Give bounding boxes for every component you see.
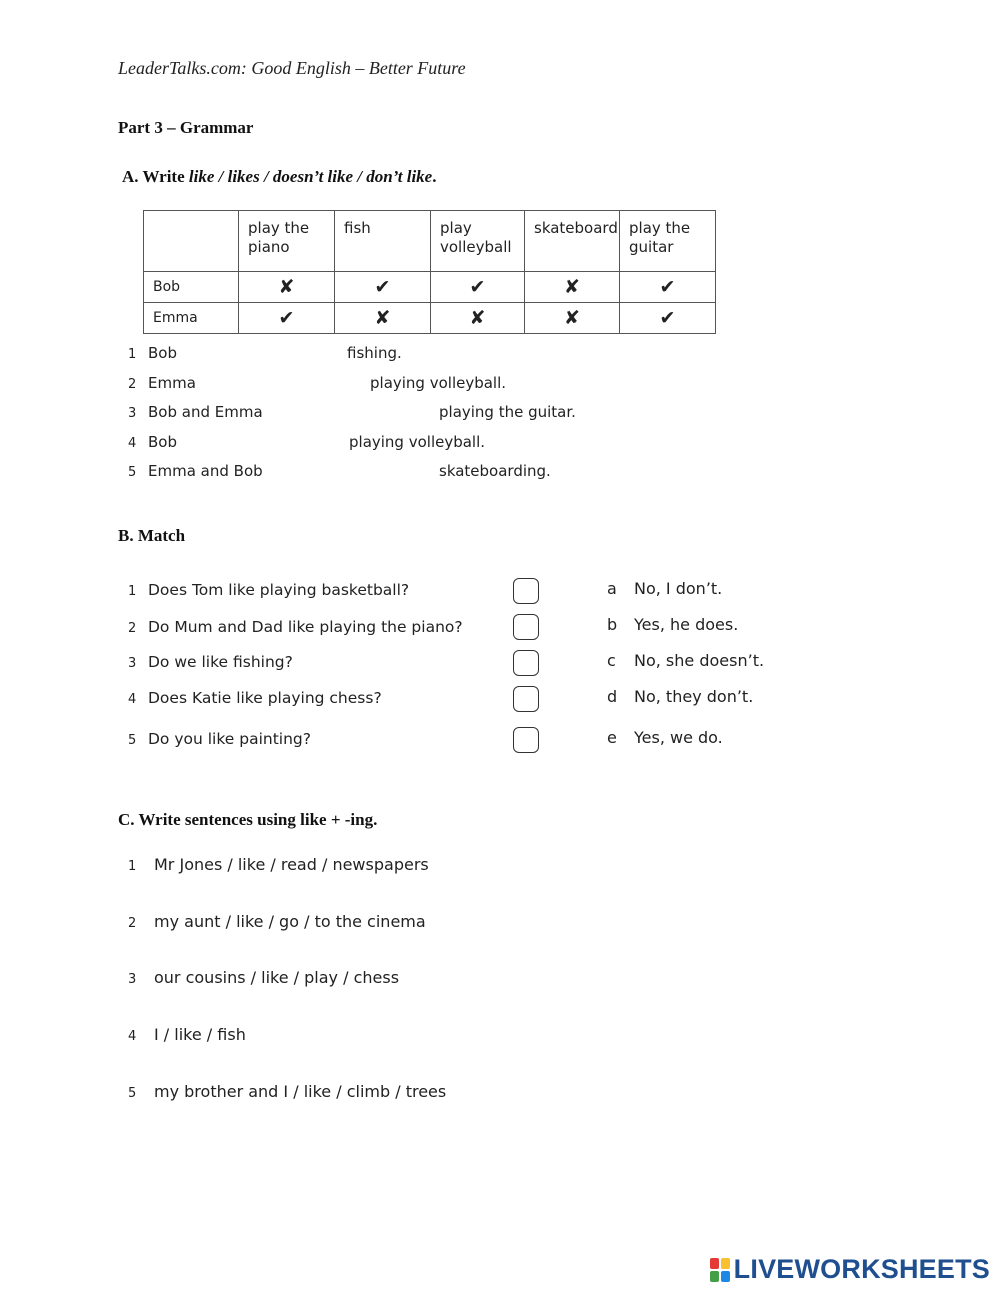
- item-number: 3: [128, 406, 137, 421]
- logo-square: [710, 1258, 719, 1269]
- section-a-title: [122, 167, 436, 187]
- table-header-cell: fish: [335, 211, 431, 272]
- item-number: 5: [128, 733, 137, 748]
- item-number: 1: [128, 859, 137, 874]
- prompt-text: I / like / fish: [154, 1025, 246, 1044]
- table-mark: ✔: [239, 303, 335, 334]
- item-rest: skateboarding.: [439, 462, 551, 480]
- list-item: [128, 374, 196, 392]
- table-mark: ✘: [431, 303, 525, 334]
- question-item: [128, 689, 382, 707]
- answer-text: No, they don’t.: [634, 687, 754, 706]
- prompt-text: my aunt / like / go / to the cinema: [154, 912, 426, 931]
- item-subject: Bob: [148, 344, 177, 362]
- item-number: 3: [128, 656, 137, 671]
- table-mark: ✔: [620, 272, 716, 303]
- section-a-title-suffix: .: [432, 167, 437, 186]
- prompt-text: Mr Jones / like / read / newspapers: [154, 855, 429, 874]
- logo-square: [721, 1258, 730, 1269]
- prompt-text: my brother and I / like / climb / trees: [154, 1082, 447, 1101]
- table-mark: ✔: [620, 303, 716, 334]
- table-header-cell: skateboard: [525, 211, 620, 272]
- item-rest: fishing.: [347, 344, 402, 362]
- question-item: [128, 581, 409, 599]
- answer-letter: e: [607, 728, 617, 747]
- answer-box-5[interactable]: [513, 727, 539, 753]
- item-subject: Emma and Bob: [148, 462, 263, 480]
- answer-text: Yes, he does.: [634, 615, 739, 634]
- section-a-title-prefix: A. Write: [122, 167, 189, 186]
- table-mark: ✘: [525, 272, 620, 303]
- logo-square: [710, 1271, 719, 1282]
- prompt-text: our cousins / like / play / chess: [154, 968, 400, 987]
- liveworksheets-icon: [710, 1258, 730, 1282]
- answer-text: Yes, we do.: [634, 728, 723, 747]
- answer-box-2[interactable]: [513, 614, 539, 640]
- page-header: LeaderTalks.com: Good English – Better Future: [118, 58, 466, 78]
- item-number: 1: [128, 584, 137, 599]
- answer-letter: a: [607, 579, 617, 598]
- list-item: [128, 968, 399, 987]
- table-row: [144, 272, 716, 303]
- answer-box-1[interactable]: [513, 578, 539, 604]
- list-item: [128, 912, 426, 931]
- logo-text: LIVEWORKSHEETS: [733, 1254, 990, 1284]
- question-text: Do Mum and Dad like playing the piano?: [148, 618, 463, 636]
- item-rest: playing volleyball.: [349, 433, 486, 451]
- question-item: [128, 730, 311, 748]
- answer-text: No, she doesn’t.: [634, 651, 765, 670]
- answer-letter: b: [607, 615, 618, 634]
- table-corner-cell: [144, 211, 239, 272]
- answer-text: No, I don’t.: [634, 579, 723, 598]
- question-text: Do you like painting?: [148, 730, 311, 748]
- table-header-cell: play volleyball: [431, 211, 525, 272]
- table-mark: ✔: [431, 272, 525, 303]
- item-number: 2: [128, 916, 137, 931]
- table-row: [144, 303, 716, 334]
- question-item: [128, 618, 463, 636]
- question-item: [128, 653, 293, 671]
- answer-box-4[interactable]: [513, 686, 539, 712]
- question-text: Do we like fishing?: [148, 653, 293, 671]
- question-text: Does Tom like playing basketball?: [148, 581, 410, 599]
- list-item: [128, 1025, 246, 1044]
- logo-square: [721, 1271, 730, 1282]
- item-number: 2: [128, 377, 137, 392]
- table-row-name: Emma: [144, 303, 239, 334]
- liveworksheets-logo: [710, 1254, 990, 1285]
- list-item: [128, 462, 263, 480]
- item-number: 1: [128, 347, 137, 362]
- item-rest: playing the guitar.: [439, 403, 576, 421]
- item-number: 5: [128, 1086, 137, 1101]
- item-rest: playing volleyball.: [370, 374, 507, 392]
- item-number: 2: [128, 621, 137, 636]
- item-number: 3: [128, 972, 137, 987]
- item-number: 4: [128, 692, 137, 707]
- item-subject: Bob: [148, 433, 177, 451]
- table-row-name: Bob: [144, 272, 239, 303]
- section-a-title-italic: like / likes / doesn’t like / don’t like: [188, 167, 433, 186]
- list-item: [128, 403, 263, 421]
- likes-table: [143, 210, 716, 334]
- question-text: Does Katie like playing chess?: [148, 689, 382, 707]
- part-title: Part 3 – Grammar: [118, 118, 254, 137]
- list-item: [128, 344, 177, 362]
- table-header-cell: play the guitar: [620, 211, 716, 272]
- answer-letter: c: [607, 651, 616, 670]
- answer-letter: d: [607, 687, 618, 706]
- item-subject: Bob and Emma: [148, 403, 263, 421]
- table-mark: ✘: [335, 303, 431, 334]
- list-item: [128, 1082, 446, 1101]
- table-header-row: [144, 211, 716, 272]
- item-subject: Emma: [148, 374, 196, 392]
- list-item: [128, 855, 429, 874]
- item-number: 4: [128, 436, 137, 451]
- table-mark: ✘: [239, 272, 335, 303]
- table-header-cell: play the piano: [239, 211, 335, 272]
- table-mark: ✘: [525, 303, 620, 334]
- section-c-title: C. Write sentences using like + -ing.: [118, 810, 378, 829]
- table-mark: ✔: [335, 272, 431, 303]
- section-b-title: B. Match: [118, 526, 186, 545]
- item-number: 4: [128, 1029, 137, 1044]
- answer-box-3[interactable]: [513, 650, 539, 676]
- list-item: [128, 433, 177, 451]
- item-number: 5: [128, 465, 137, 480]
